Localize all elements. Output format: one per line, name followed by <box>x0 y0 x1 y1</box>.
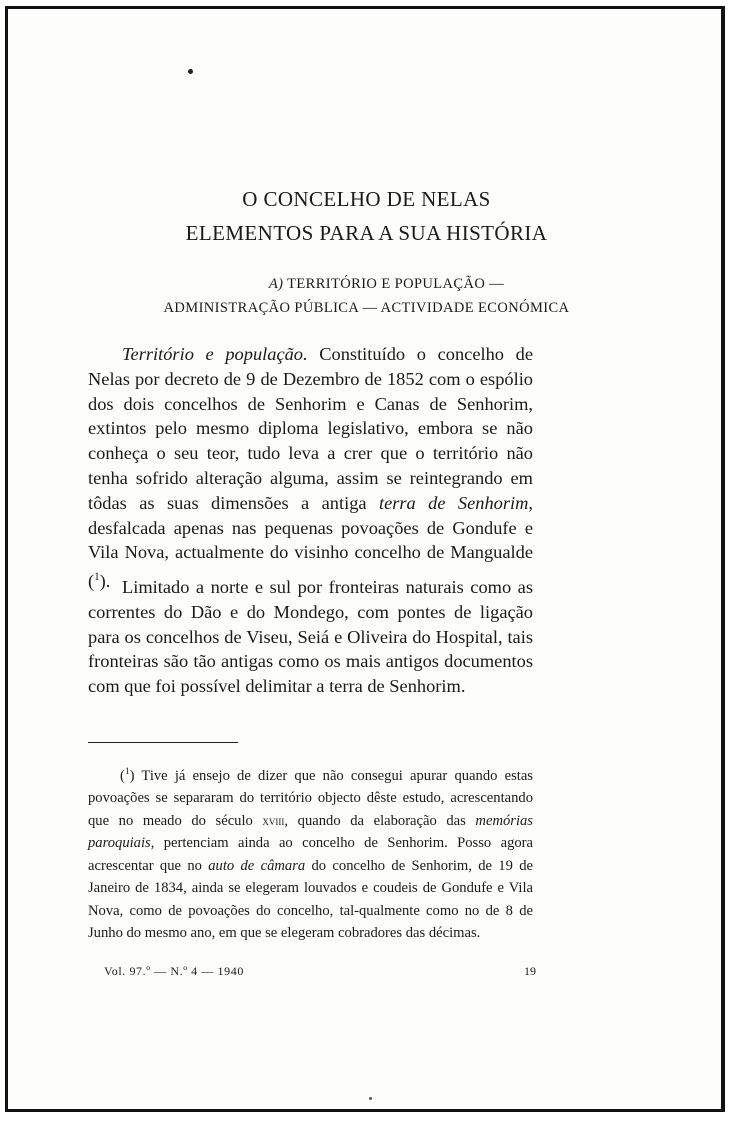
footnote-text-b: , quando da elaboração das <box>284 812 476 829</box>
paragraph-1-text-b: desfalcada apenas nas pequenas povoações de Gondufe e Vila Nova, actualmente do visinho concelho de Mangualde ( <box>88 517 533 592</box>
footnote-1: ($^1$) Tive já ensejo de dizer que não consegui apurar quando estas povoações se separaram do território objecto dêste estudo, acrescentando que no meado do século xviii, quando da elaboração das memórias paroquiais, pertenciam ainda ao concelho de Senhorim. Posso agora acrescentar que no auto de câmara do concelho de Senhorim, de 19 de Janeiro de 1834, ainda se elegeram louvados e coudeis de Gondufe e Vila Nova, como de povoações do concelho, tal-qualmente como no de 8 de Junho do mesmo ano, em que se elegeram cobradores das décimas. <box>88 767 533 942</box>
paragraph-1-text-a: Constituído o concelho de Nelas por decreto de 9 de Dezembro de 1852 com o espólio dos dois concelhos de Senhorim e Canas de Senhorim, extintos pelo mesmo diploma legislativo, embora se não conheça o seu teor, tudo leva a crer que o território não tenha sofrido alteração alguma, assim se reintegrando em tôdas as suas dimensões a antiga <box>88 344 533 513</box>
section-heading-line-2: ADMINISTRAÇÃO PÚBLICA — ACTIVIDADE ECONÓMICA <box>163 300 570 316</box>
paragraph-1-lead: Território e população. <box>122 344 308 364</box>
ink-speck <box>188 69 193 74</box>
ink-speck-bottom <box>369 1097 372 1100</box>
section-heading-text-1: TERRITÓRIO E POPULAÇÃO — <box>287 276 505 292</box>
footnote-text-d: do concelho de Senhorim, de 19 de Janeiro de 1834, ainda se elegeram louvados e coudeis de Gondufe e Vila Nova, como de povoações do concelho, tal-qualmente como no de 8 de Junho do mesmo ano, em que se elegeram cobradores das décimas. <box>88 857 533 942</box>
paragraph-2 <box>88 575 533 699</box>
footnote-text-c: pertenciam ainda ao concelho de Senhorim. Posso agora acrescentar que no <box>88 835 533 874</box>
footnote-separator <box>88 742 238 743</box>
footnote-text-a: Tive já ensejo de dizer que não consegui apurar quando estas povoações se separaram do território objecto dêste estudo, acrescentando que no meado do século <box>88 767 533 829</box>
paragraph-1 <box>88 342 533 594</box>
footnote-reference[interactable]: 1 <box>94 571 100 584</box>
footnote-italic-a: memórias paroquiais, <box>88 812 533 852</box>
main-title-line-2: ELEMENTOS PARA A SUA HISTÓRIA <box>185 221 548 245</box>
volume-info: Vol. 97.º — N.º 4 — 1940 <box>104 964 244 978</box>
footnote-italic-b: auto de câmara <box>208 857 306 874</box>
paragraph-1-italic-term: terra de Senhorim, <box>378 492 533 513</box>
paragraph-2-text: Limitado a norte e sul por fronteiras naturais como as correntes do Dão e do Mondego, com pontes de ligação para os concelhos de Viseu, Seiá e Oliveira do Hospital, tais fronteiras são tão antigas como os mais antigos documentos com que foi possível delimitar a terra de Senhorim. <box>88 577 533 697</box>
footnote-century: xviii <box>262 812 285 828</box>
section-label: A) <box>268 276 284 292</box>
page-number: 19 <box>524 964 536 978</box>
paragraph-1-text-c: ). <box>99 571 111 592</box>
footnote-marker: 1 <box>124 767 130 777</box>
section-heading-line-1 <box>20 277 733 292</box>
main-title-line-1: O CONCELHO DE NELAS <box>242 187 491 211</box>
